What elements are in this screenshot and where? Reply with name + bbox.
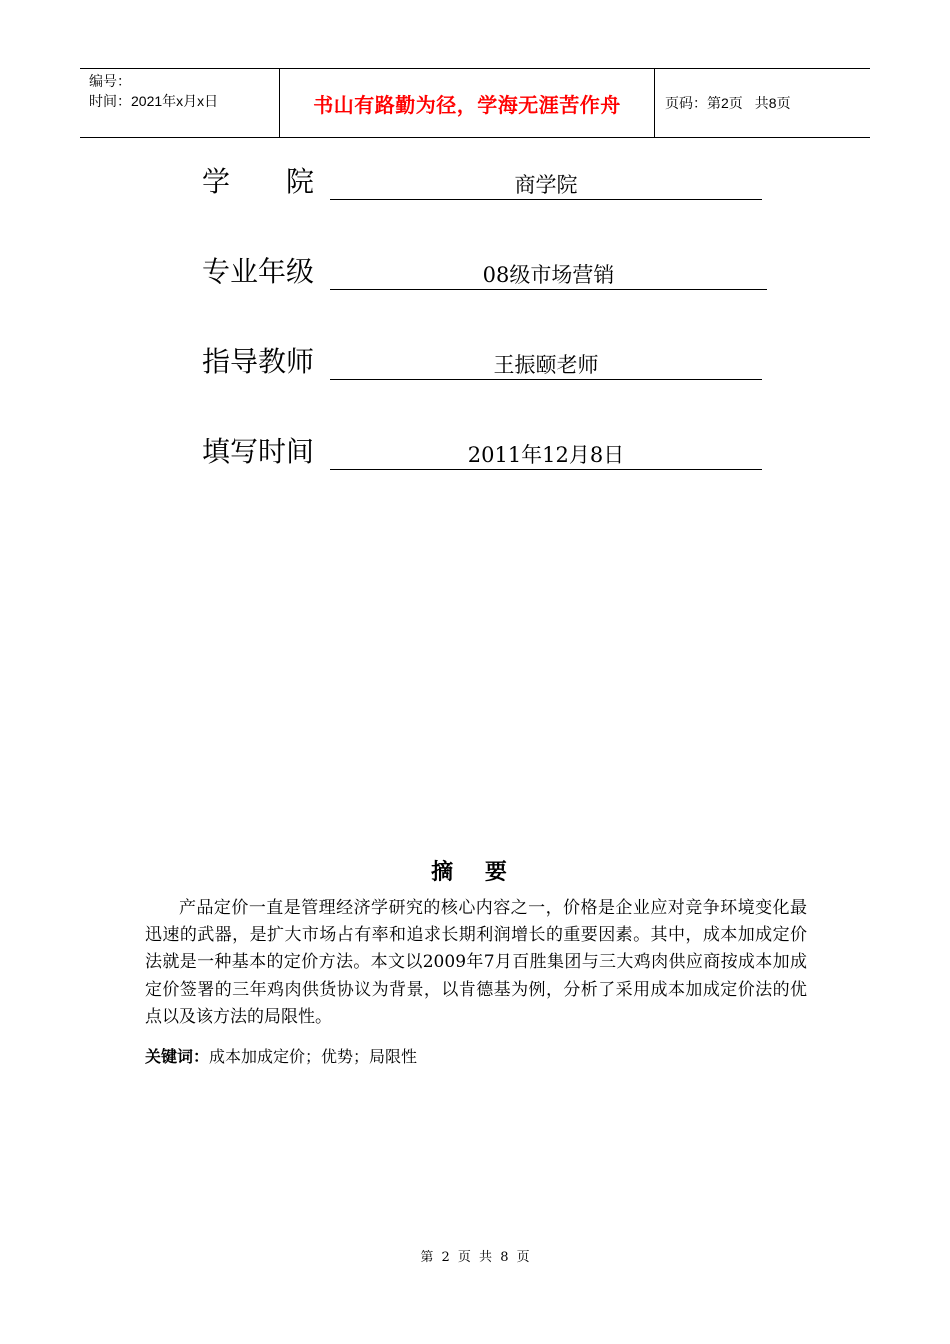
keywords-line [145, 1044, 417, 1067]
advisor-row [202, 340, 762, 380]
page-footer: 第 2 页 共 8 页 [420, 1250, 530, 1265]
keywords-value: 成本加成定价；优势；局限性 [209, 1047, 418, 1066]
college-row [202, 160, 762, 200]
header-meta [80, 69, 280, 137]
major-label: 专业年级 [202, 255, 315, 288]
advisor-label: 指导教师 [202, 345, 315, 378]
abstract-body: 产品定价一直是管理经济学研究的核心内容之一，价格是企业应对竞争环境变化最迅速的武器，是扩大市场占有率和追求长期利润增长的重要因素。其中，成本加成定价法就是一种基本的定价方法。本文以2009年7月百胜集团与三大鸡肉供应商按成本加成定价签署的三年鸡肉供货协议为背景，以肯德基为例，分析了采用成本加成定价法的优点以及该方法的局限性。 [145, 898, 807, 1027]
date-label: 填写时间 [202, 435, 315, 468]
college-label: 学 院 [202, 165, 314, 198]
header-motto: 书山有路勤为径，学海无涯苦作舟 [280, 69, 655, 137]
major-row [202, 250, 767, 290]
total-pages-label: 共8页 [754, 95, 791, 111]
header-page-info [655, 69, 870, 137]
page-label: 页码：第2页 [665, 95, 743, 111]
date-value: 2011年12月8日 [330, 440, 762, 470]
major-value: 08级市场营销 [330, 260, 767, 290]
advisor-value: 王振颐老师 [330, 350, 762, 380]
number-label: 编号： [89, 73, 131, 89]
abstract-title: 摘 要 [431, 860, 519, 885]
keywords-label: 关键词： [145, 1047, 210, 1066]
time-label: 时间：2021年x月x日 [89, 93, 219, 109]
header-table [80, 68, 870, 138]
date-row [202, 430, 762, 470]
college-value: 商学院 [330, 170, 762, 200]
